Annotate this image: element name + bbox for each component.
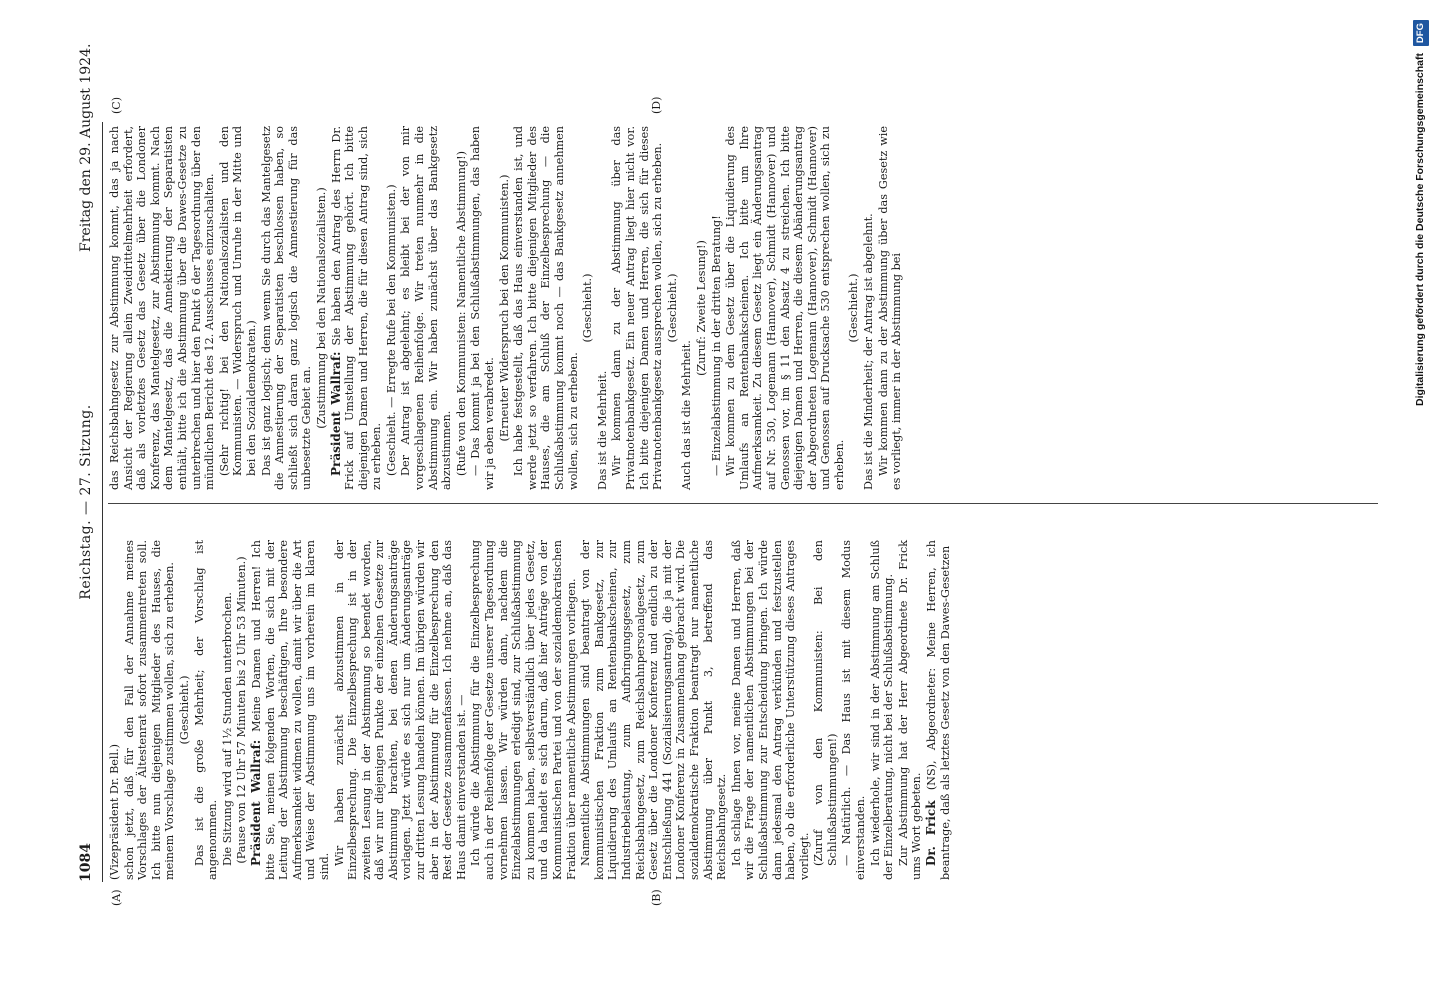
stage-direction: (Sehr richtig! bei den Nationalsozialisten und den Kommunisten. — Widerspruch und Unruhe in der Mitte und bei den Sozialdemokraten.): [217, 126, 258, 476]
stage-direction: (Erneuter Widerspruch bei den Kommunisten.): [497, 174, 511, 442]
text-paragraph: Ich wiederhole, wir sind in der Abstimmung am Schluß der Einzelberatung, nicht bei der Schlußabstimmung.: [868, 540, 896, 880]
text-paragraph: Ich habe festgestellt, daß das Haus einverstanden ist, und werde jetzt so verfahren. Ich bitte diejenigen Mitglieder des Hauses, die am Schluß der Einzelbesprechung — die Schlußabstimmung kommt noch — das Bankgesetz annehmen wollen, sich zu erheben.: [512, 126, 580, 490]
stage-direction: (Geschieht. — Erregte Rufe bei den Kommunisten.): [384, 184, 398, 476]
digitization-note-text: Digitalisierung gefördert durch die Deutsche Forschungsgemeinschaft: [1414, 52, 1426, 406]
session-title: Reichstag. — 27. Sitzung.: [78, 404, 94, 600]
text-paragraph: Zur Abstimmung hat der Herr Abgeordnete Dr. Frick ums Wort gebeten.: [896, 540, 924, 880]
margin-letter-c: (C): [110, 97, 123, 114]
right-column: [108, 126, 905, 490]
speech-paragraph: [330, 126, 384, 490]
text-paragraph: Namentliche Abstimmungen sind beantragt von der kommunistischen Fraktion zum Bankgesetz, zur Liquidierung des Umlaufs an Rentenbankscheinen, zur Industriebelastung, zum Aufbringungsgesetz, zum Reichsbahngesetz, zum Reichsbahnpersonalgesetz, zum Gesetz über die Londoner Konferenz und endlich zu der Entschließung 441 (Sozialisierungsantrag), die ja mit der Londoner Konferenz in Zusammenhang gebracht wird. Die sozialdemokratische Fraktion beantragt nur namentliche Abstimmung über Punkt 3, betreffend das Reichsbahngesetz.: [579, 540, 729, 880]
speaker-name: Präsident Wallraf:: [328, 351, 343, 476]
text-paragraph: Das ist die Minderheit; der Antrag ist abgelehnt.: [862, 213, 876, 490]
margin-letter-b: (B): [650, 889, 663, 906]
text-paragraph: Das ist die Mehrheit.: [595, 370, 609, 490]
text-paragraph: Auch das ist die Mehrheit.: [680, 340, 694, 490]
header-rule: [102, 122, 103, 882]
left-column: [108, 540, 953, 880]
digitization-note: [1412, 20, 1428, 980]
text-paragraph: Wir kommen dann zu der Abstimmung über das Privatnotenbankgesetz. Ein neuer Antrag liegt hier nicht vor. Ich bitte diejenigen Damen und Herren, die sich für dieses Privatnotenbankgesetz aussprechen wollen, sich zu erheben.: [610, 126, 665, 490]
stage-direction: (Zuruf von den Kommunisten: Bei den Schlußabstimmungen!): [812, 540, 839, 866]
speech-paragraph: [250, 540, 332, 880]
speech-text: Sie haben den Antrag des Herrn Dr. Frick auf Umstellung der Abstimmung gehört. Ich bitte diejenigen Damen und Herren, die für diesen Antrag sind, sich zu erheben.: [329, 125, 384, 490]
session-date: Freitag den 29. August 1924.: [78, 43, 94, 252]
text-paragraph: Ich würde die Abstimmung für die Einzelbesprechung auch in der Reihenfolge der Gesetze unserer Tagesordnung vornehmen lassen. Wir würden dann, nachdem die Einzelabstimmungen erledigt sind, zur Schlußabstimmung zu kommen haben, selbstverständlich über jedes Gesetz, und da handelt es sich darum, daß hier Anträge von der Kommunistischen Partei und von der sozialdemokratischen Fraktion über namentliche Abstimmungen vorliegen.: [469, 540, 578, 880]
text-paragraph: — Einzelabstimmung in der dritten Beratung!: [709, 215, 723, 476]
text-paragraph: Das ist ganz logisch; denn wenn Sie durch das Mantelgesetz die Amnestierung der Separatisten beschlossen haben, so schließt sich daran ganz logisch die Amnestierung für das unbesetzte Gebiet an.: [259, 126, 314, 490]
stage-direction: (Pause von 12 Uhr 57 Minuten bis 2 Uhr 53 Minuten.): [235, 556, 249, 864]
text-paragraph: das Reichsbahngesetz zur Abstimmung kommt, das ja nach Ansicht der Regierung allein Zweidrittelmehrheit erfordert, daß als vorletztes Gesetz das Gesetz über die Londoner Konferenz, das Mantelgesetz, zur Abstimmung kommt. Nach dem Mantelgesetz, das die Annektierung der Separatisten enthält, bitte ich die Abstimmung über die Dawes-Gesetze zu unterbrechen und hier den Punkt 6 der Tagesordnung über den mündlichen Bericht des 12. Ausschusses einzuschalten.: [108, 126, 217, 490]
text-paragraph: Wir kommen zu dem Gesetz über die Liquidierung des Umlaufs an Rentenbankscheinen. Ich bitte um Ihre Aufmerksamkeit. Zu diesem Gesetz liegt ein Änderungsantrag auf Nr. 530, Logemann (Hannover), Schmidt (Hannover) und Genossen vor, im § 11 den Absatz 4 zu streichen. Ich bitte diejenigen Damen und Herren, die diesem Abänderungsantrag der Abgeordneten Logemann (Hannover), Schmidt (Hannover) und Genossen auf Drucksache 530 entsprechen wollen, sich zu erheben.: [724, 126, 846, 490]
text-paragraph: — Das kommt ja bei den Schlußabstimmungen, das haben wir ja eben verabredet.: [469, 126, 497, 490]
stage-direction: (Geschieht.): [665, 273, 679, 343]
page-header: [78, 43, 96, 882]
stage-direction: (Geschieht.): [847, 273, 861, 343]
margin-letter-d: (D): [650, 96, 663, 114]
stage-direction: (Geschieht.): [581, 273, 595, 343]
text-paragraph: (Vizepräsident Dr. Bell.): [108, 744, 121, 880]
speaker-name: Präsident Wallraf:: [248, 739, 263, 866]
text-paragraph: Der Antrag ist abgelehnt; es bleibt bei der von mir vorgeschlagenen Reihenfolge. Wir treten nunmehr in die Abstimmung ein. Wir haben zunächst über das Bankgesetz abzustimmen.: [399, 126, 454, 490]
stage-direction: (Zuruf: Zweite Lesung!): [694, 240, 708, 376]
speech-text: Meine Damen und Herren! Ich bitte Sie, meinen folgenden Worten, die sich mit der Leitung der Abstimmung beschäftigen, Ihre besondere Aufmerksamkeit widmen zu wollen, damit wir über die Art und Weise der Abstimmung uns im vorherein im klaren sind.: [249, 540, 331, 880]
text-paragraph: schon jetzt, daß für den Fall der Annahme meines Vorschlages der Ältestenrat sofort zusammentreten soll. Ich bitte nun diejenigen Mitglieder des Hauses, die meinem Vorschlage zustimmen wollen, sich zu erheben.: [122, 540, 177, 880]
stage-direction: (Geschieht.): [177, 675, 191, 745]
speech-text: (NS), Abgeordneter: Meine Herren, ich beantrage, daß als letztes Gesetz von den Dawes-Gesetzen: [925, 540, 952, 880]
text-paragraph: Ich schlage Ihnen vor, meine Damen und Herren, daß wir die Frage der namentlichen Abstimmungen bei der Schlußabstimmung zur Entscheidung bringen. Ich würde dann jedesmal den Antrag verkünden und festzustellen haben, ob die erforderliche Unterstützung dieses Antrages vorliegt.: [729, 540, 811, 880]
stage-direction: (Rufe von den Kommunisten: Namentliche Abstimmung!): [454, 151, 468, 476]
column-divider: [108, 503, 1378, 504]
text-paragraph: Wir kommen dann zu der Abstimmung über das Gesetz wie es vorliegt, immer in der Abstimmung bei: [876, 126, 904, 490]
text-paragraph: Wir haben zunächst abzustimmen in der Einzelbesprechung. Die Einzelbesprechung ist in der zweiten Lesung in der Abstimmung so beendet worden, daß wir nur diejenigen Punkte der einzelnen Gesetze zur Abstimmung brachten, bei denen Änderungsanträge vorlagen. Jetzt würde es sich nur um Änderungsanträge zur dritten Lesung handeln können. Im übrigen würden wir aber in der Abstimmung für die Einzelbesprechung den Rest der Gesetze zusammenfassen. Ich nehme an, daß das Haus damit einverstanden ist. —: [332, 540, 468, 880]
speaker-name: Dr. Frick: [924, 800, 939, 866]
dfg-logo: DFG: [1413, 20, 1429, 46]
page-number: 1084: [78, 843, 94, 882]
speech-paragraph: [925, 540, 952, 880]
stage-direction: (Zustimmung bei den Nationalsozialisten.): [314, 187, 328, 429]
text-paragraph: — Natürlich. — Das Haus ist mit diesem Modus einverstanden.: [840, 540, 868, 880]
text-paragraph: Das ist die große Mehrheit; der Vorschlag ist angenommen.: [192, 540, 220, 880]
margin-letter-a: (A): [110, 889, 123, 906]
text-paragraph: Die Sitzung wird auf 1½ Stunden unterbrochen.: [220, 592, 234, 866]
